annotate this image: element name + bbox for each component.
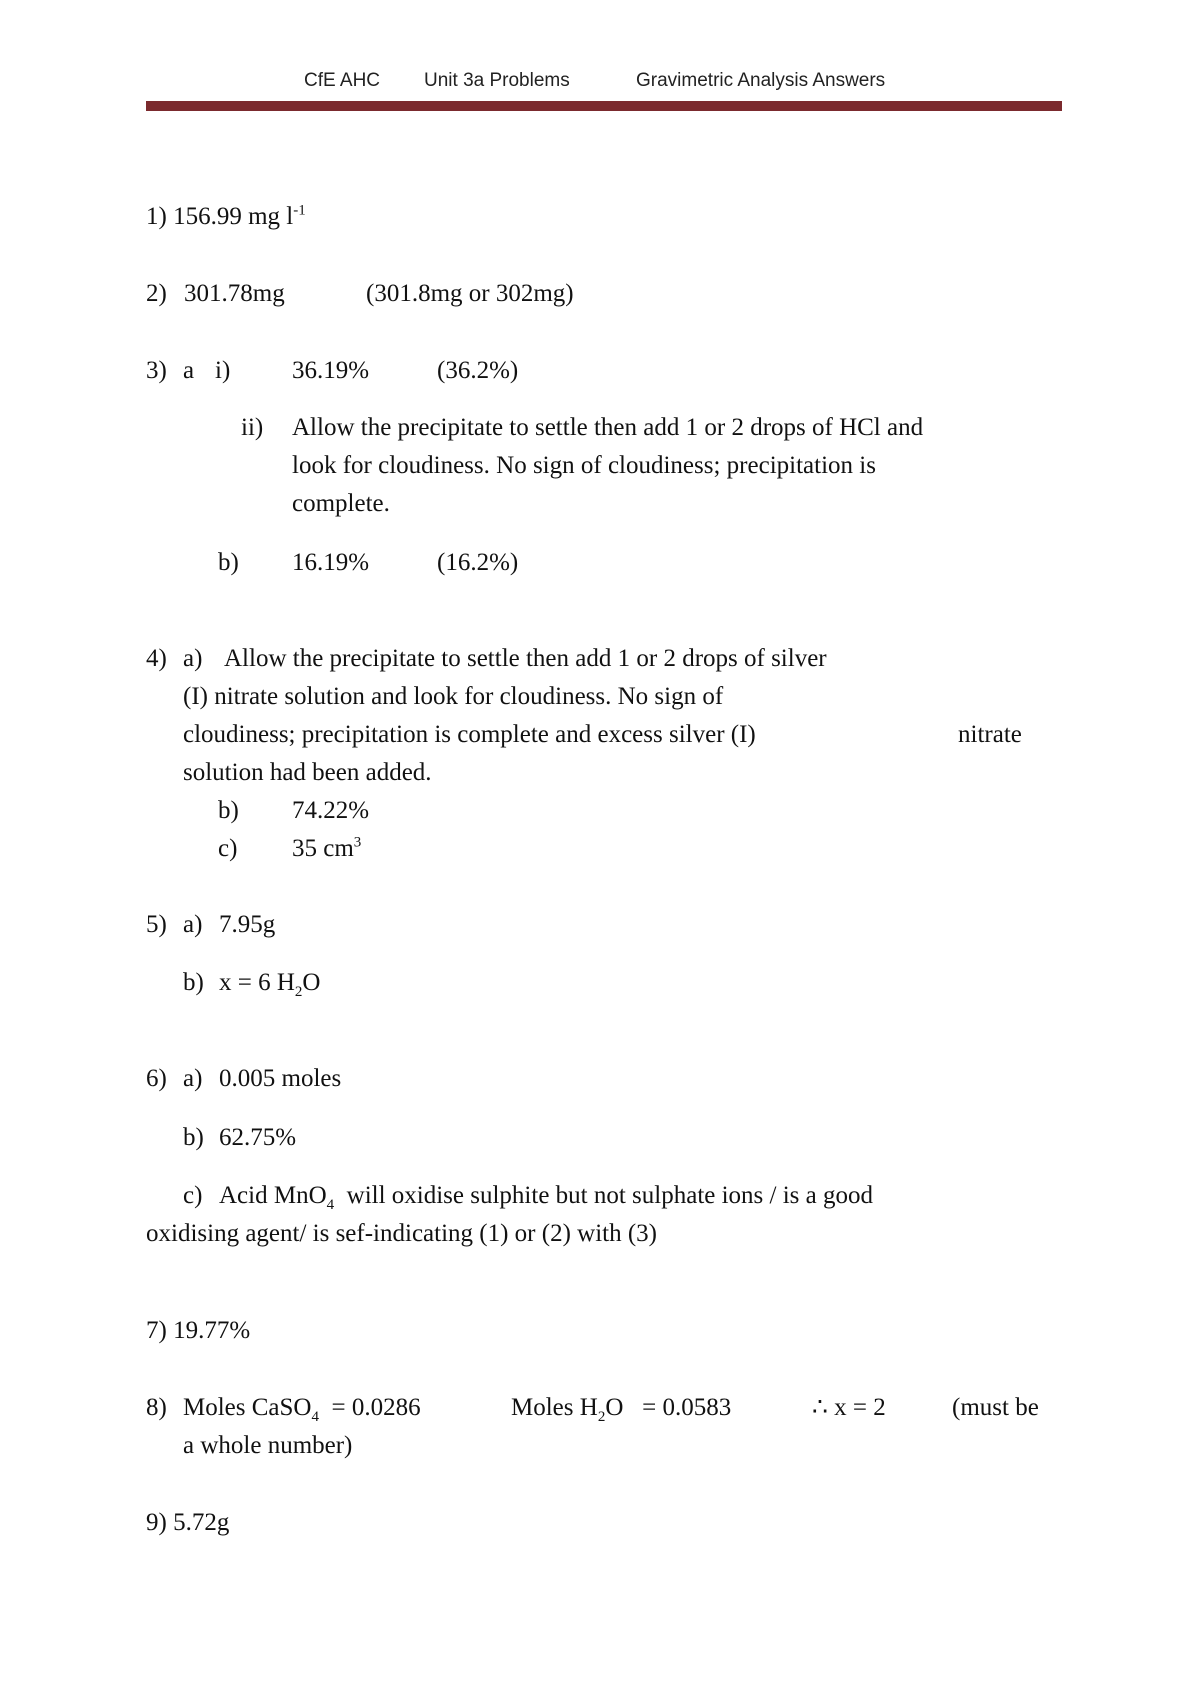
question-number: 1) [146, 203, 167, 230]
answer-4a-line2: (I) nitrate solution and look for cloudiness. No sign of [183, 683, 724, 710]
answer-6-number: 6) [146, 1065, 167, 1092]
answer-4a-label: a) [183, 645, 203, 672]
question-number: 9) [146, 1509, 167, 1536]
answer-value: 19.77% [173, 1317, 251, 1344]
header-rule [146, 101, 1062, 111]
formula-subscript: 2 [597, 1409, 606, 1425]
answer-4a-line1: Allow the precipitate to settle then add 1 or 2 drops of silver [224, 645, 827, 672]
moles-value: = 0.0583 [642, 1394, 732, 1421]
answer-5a-label: a) [183, 911, 203, 938]
answer-5b-value [219, 964, 320, 1002]
answer-3b-value: 16.19% [292, 549, 370, 576]
answer-value: 156.99 mg l [173, 203, 294, 230]
moles-value: = 0.0286 [331, 1394, 421, 1421]
header-unit: Unit 3a Problems [424, 70, 570, 91]
answer-8-note2: a whole number) [183, 1432, 353, 1459]
answer-3ai-alt: (36.2%) [437, 357, 519, 384]
answer-3b-label: b) [218, 549, 239, 576]
answer-4b-value: 74.22% [292, 797, 370, 824]
answer-2-value: 301.78mg [184, 280, 285, 307]
formula-prefix: Moles CaSO [183, 1394, 312, 1421]
formula-subscript: 4 [326, 1197, 335, 1213]
answer-7 [146, 1312, 250, 1350]
answer-3aii-line2: look for cloudiness. No sign of cloudiness; precipitation is [292, 452, 876, 479]
answer-6b-value: 62.75% [219, 1124, 297, 1151]
formula-prefix: Moles H [511, 1394, 598, 1421]
answer-3aii-line1: Allow the precipitate to settle then add 1 or 2 drops of HCl and [292, 414, 924, 441]
answer-4-number: 4) [146, 645, 167, 672]
formula-subscript: 4 [311, 1409, 319, 1425]
header-course: CfE AHC [304, 70, 381, 91]
answer-4a-line3-end: nitrate [958, 721, 1022, 748]
answer-3b-alt: (16.2%) [437, 549, 519, 576]
unit-superscript: -1 [293, 202, 306, 219]
answer-2-number: 2) [146, 280, 167, 307]
answer-value: 5.72g [173, 1509, 230, 1536]
answer-4a-line4: solution had been added. [183, 759, 432, 786]
answer-4b-label: b) [218, 797, 239, 824]
header-title: Gravimetric Analysis Answers [636, 70, 886, 91]
answer-8-result: ∴ x = 2 [812, 1394, 886, 1421]
formula-prefix: Acid MnO [219, 1182, 327, 1209]
formula-suffix: O [302, 969, 321, 996]
answer-4c-value [292, 830, 361, 868]
answer-8-note1: (must be [952, 1394, 1039, 1421]
answer-8-h2o [511, 1389, 731, 1427]
answer-8-caso4 [183, 1389, 421, 1427]
answer-3-number: 3) [146, 357, 167, 384]
answer-3aii-line3: complete. [292, 490, 390, 517]
answer-3aii-label: ii) [241, 414, 264, 441]
answer-6a-label: a) [183, 1065, 203, 1092]
answer-3ai-label: i) [215, 357, 231, 384]
answer-5b-label: b) [183, 969, 204, 996]
page-header [0, 70, 1200, 100]
formula-suffix: O [605, 1394, 624, 1421]
answer-4c-label: c) [218, 835, 238, 862]
answer-5a-value: 7.95g [219, 911, 276, 938]
unit-superscript: 3 [353, 834, 362, 851]
formula-prefix: x = 6 H [219, 969, 295, 996]
answer-6c-label: c) [183, 1182, 203, 1209]
formula-subscript: 2 [294, 984, 303, 1000]
answer-4c-number: 35 cm [292, 835, 354, 862]
answer-6b-label: b) [183, 1124, 204, 1151]
question-number: 7) [146, 1317, 167, 1344]
answer-1 [146, 198, 306, 236]
answer-6c-line1 [219, 1177, 873, 1215]
answer-5-number: 5) [146, 911, 167, 938]
answer-9 [146, 1504, 229, 1542]
answer-6c-text: will oxidise sulphite but not sulphate ions / is a good [346, 1182, 874, 1209]
answer-4a-line3: cloudiness; precipitation is complete and excess silver (I) [183, 721, 756, 748]
answer-3a-label: a [183, 357, 195, 384]
answer-6a-value: 0.005 moles [219, 1065, 342, 1092]
answer-3ai-value: 36.19% [292, 357, 370, 384]
answer-6c-line2: oxidising agent/ is sef-indicating (1) or (2) with (3) [146, 1220, 657, 1247]
answer-8-number: 8) [146, 1394, 167, 1421]
answer-2-alt: (301.8mg or 302mg) [366, 280, 574, 307]
